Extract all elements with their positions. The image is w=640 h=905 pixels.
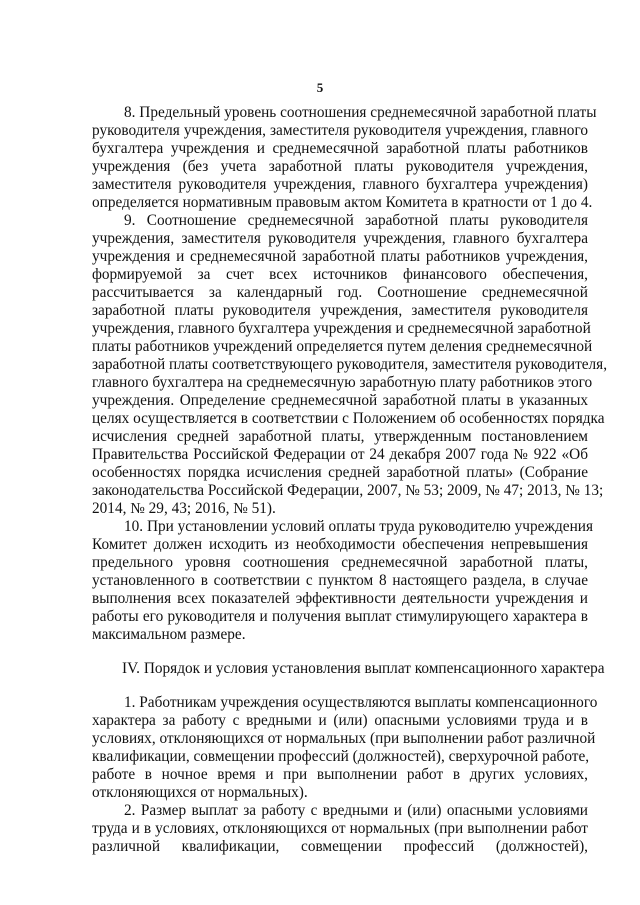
text-line: особенностях порядка исчисления средней заработной платы» (Собрание bbox=[92, 464, 588, 481]
text-line: характера за работу с вредными и (или) опасными условиями труда и в bbox=[92, 712, 588, 729]
text-line: бухгалтера учреждения и среднемесячной заработной платы работников bbox=[92, 140, 588, 157]
text-line: заработной платы руководителя учреждения, заместителя руководителя bbox=[92, 302, 588, 319]
text-line: максимальном размере. bbox=[92, 626, 246, 643]
text-line: 2. Размер выплат за работу с вредными и (или) опасными условиями bbox=[124, 802, 588, 819]
text-line: руководителя учреждения, заместителя руководителя учреждения, главного bbox=[92, 122, 588, 139]
text-line: условиях, отклоняющихся от нормальных (при выполнении работ различной bbox=[92, 730, 596, 747]
text-line: определяется нормативным правовым актом Комитета в кратности от 1 до 4. bbox=[92, 194, 593, 211]
text-line: заместителя руководителя учреждения, главного бухгалтера учреждения) bbox=[92, 176, 588, 193]
text-line: труда и в условиях, отклоняющихся от нормальных (при выполнении работ bbox=[92, 820, 588, 837]
text-line: 10. При установлении условий оплаты труда руководителю учреждения bbox=[124, 518, 593, 535]
text-line: установленного в соответствии с пунктом 8 настоящего раздела, в случае bbox=[92, 572, 588, 589]
text-line: учреждения и среднемесячной заработной платы работников учреждения, bbox=[92, 248, 588, 265]
text-line: работы его руководителя и получения выплат стимулирующего характера в bbox=[92, 608, 588, 625]
text-line: отклоняющихся от нормальных). bbox=[92, 784, 308, 801]
text-line: работе в ночное время и при выполнении работ в других условиях, bbox=[92, 766, 588, 783]
text-line: выполнения всех показателей эффективности деятельности учреждения и bbox=[92, 590, 588, 607]
text-line: исчисления средней заработной платы, утвержденным постановлением bbox=[92, 428, 588, 445]
text-line: учреждения, заместителя руководителя учреждения, главного бухгалтера bbox=[92, 230, 588, 247]
text-line: учреждения. Определение среднемесячной заработной платы в указанных bbox=[92, 392, 588, 409]
text-line: платы работников учреждений определяется путем деления среднемесячной bbox=[92, 338, 593, 355]
text-line: законодательства Российской Федерации, 2007, № 53; 2009, № 47; 2013, № 13; bbox=[92, 482, 604, 499]
text-line: 2014, № 29, 43; 2016, № 51). bbox=[92, 500, 276, 517]
text-line: рассчитывается за календарный год. Соотношение среднемесячной bbox=[92, 284, 588, 301]
text-line: главного бухгалтера на среднемесячную заработную плату работников этого bbox=[92, 374, 593, 391]
text-line: Комитет должен исходить из необходимости обеспечения непревышения bbox=[92, 536, 588, 553]
text-line: 1. Работникам учреждения осуществляются выплаты компенсационного bbox=[124, 694, 598, 711]
text-line: 9. Соотношение среднемесячной заработной платы руководителя bbox=[124, 212, 588, 229]
text-line: учреждения, главного бухгалтера учреждения и среднемесячной заработной bbox=[92, 320, 591, 337]
text-line: квалификации, совмещении профессий (должностей), сверхурочной работе, bbox=[92, 748, 590, 765]
text-line: заработной платы соответствующего руководителя, заместителя руководителя, bbox=[92, 356, 608, 373]
text-line: 8. Предельный уровень соотношения среднемесячной заработной платы bbox=[124, 104, 597, 121]
text-line: целях осуществляется в соответствии с Положением об особенностях порядка bbox=[92, 410, 605, 427]
text-line: учреждения (без учета заработной платы руководителя учреждения, bbox=[92, 158, 588, 175]
text-line: различной квалификации, совмещении профессий (должностей), bbox=[92, 838, 588, 855]
text-line: формируемой за счет всех источников финансового обеспечения, bbox=[92, 266, 588, 283]
text-line: предельного уровня соотношения среднемесячной заработной платы, bbox=[92, 554, 588, 571]
section-heading: IV. Порядок и условия установления выплат компенсационного характера bbox=[122, 660, 605, 677]
text-line: Правительства Российской Федерации от 24 декабря 2007 года № 922 «Об bbox=[92, 446, 588, 463]
page-number: 5 bbox=[316, 80, 324, 95]
